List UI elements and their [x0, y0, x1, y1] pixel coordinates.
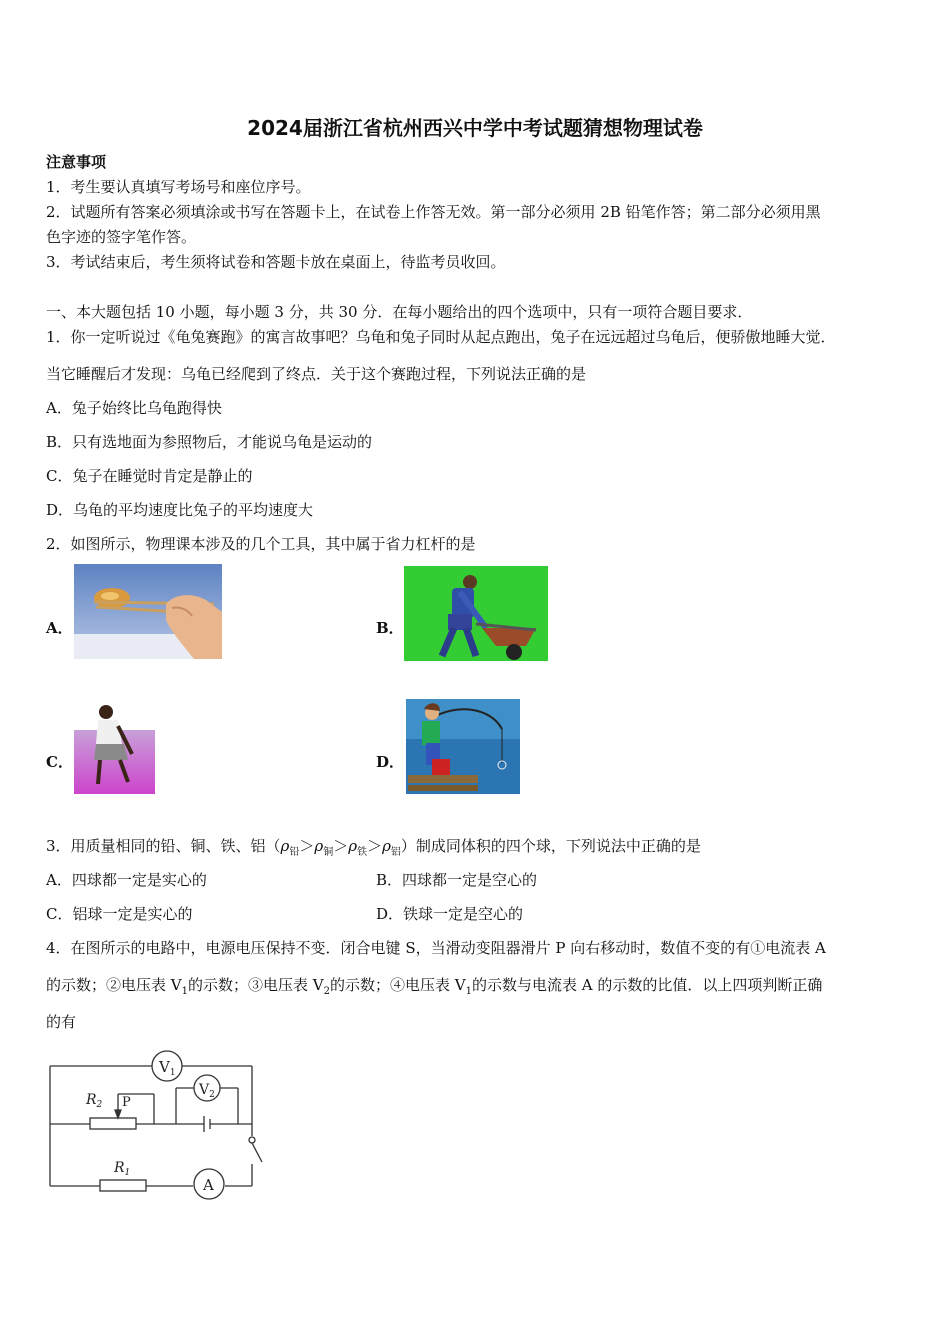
q1-stem-line1: 1．你一定听说过《龟兔赛跑》的寓言故事吧？乌龟和兔子同时从起点跑出，兔子在远远超过乌龟后，便骄傲地睡大觉． [46, 328, 836, 346]
q4-stem-line1: 4．在图所示的电路中，电源电压保持不变．闭合电键 S，当滑动变阻器滑片 P 向右移动时，数值不变的有①电流表 A [46, 939, 826, 957]
q3-option-b: B．四球都一定是空心的 [376, 871, 538, 889]
child-image [74, 702, 155, 794]
voltmeter-v1-label: $V_1$ [159, 1058, 176, 1078]
resistor-r2-label: $R_2$ [86, 1092, 103, 1110]
chopsticks-image [74, 564, 222, 659]
section-heading: 一、本大题包括 10 小题，每小题 3 分，共 30 分．在每小题给出的四个选项中，只有一项符合题目要求． [46, 303, 753, 321]
slider-p-label: P [122, 1095, 131, 1110]
q1-option-c: C．兔子在睡觉时肯定是静止的 [46, 467, 253, 485]
q3-option-d: D．铁球一定是空心的 [376, 905, 524, 923]
notice-heading: 注意事项 [46, 153, 107, 171]
notice-item: 3．考试结束后，考生须将试卷和答题卡放在桌面上，待监考员收回。 [46, 253, 506, 271]
q1-option-a: A．兔子始终比乌龟跑得快 [46, 399, 222, 417]
q3-stem: 3．用质量相同的铅、铜、铁、铝$(\rho_铅>\rho_铜>\rho_铁>\rho_铝)$制成同体积的四个球，下列说法中正确的是 [46, 837, 701, 858]
q2-label-a: A． [46, 619, 73, 637]
q2-label-d: D． [376, 753, 405, 771]
fishing-image [406, 699, 520, 794]
notice-item: 2．试题所有答案必须填涂或书写在答题卡上，在试卷上作答无效。第一部分必须用 2B 铅笔作答；第二部分必须用黑 [46, 203, 821, 221]
q4-stem-line2: 的示数；②电压表 $V_1$的示数；③电压表 $V_2$的示数；④电压表 $V_1$的示数与电流表 A 的示数的比值．以上四项判断正确 [46, 976, 823, 997]
voltmeter-v2-label: $V_2$ [199, 1082, 215, 1100]
q3-option-c: C．铝球一定是实心的 [46, 905, 193, 923]
circuit-diagram [40, 1044, 276, 1204]
q4-stem-line3: 的有 [46, 1013, 77, 1031]
q2-label-b: B． [376, 619, 404, 637]
notice-item: 色字迹的签字笔作答。 [46, 228, 197, 246]
q1-stem-line2: 当它睡醒后才发现：乌龟已经爬到了终点．关于这个赛跑过程，下列说法正确的是 [46, 365, 587, 383]
q2-stem: 2．如图所示，物理课本涉及的几个工具，其中属于省力杠杆的是 [46, 535, 476, 553]
ammeter-label: A [203, 1176, 214, 1194]
page-title: 2024届浙江省杭州西兴中学中考试题猜想物理试卷 [247, 116, 703, 140]
q3-option-a: A．四球都一定是实心的 [46, 871, 207, 889]
wheelbarrow-image [404, 566, 548, 661]
q1-option-d: D．乌龟的平均速度比兔子的平均速度大 [46, 501, 314, 519]
resistor-r1-label: $R_1$ [114, 1160, 131, 1178]
q2-label-c: C． [46, 753, 73, 771]
q1-option-b: B．只有选地面为参照物后，才能说乌龟是运动的 [46, 433, 373, 451]
notice-item: 1．考生要认真填写考场号和座位序号。 [46, 178, 311, 196]
